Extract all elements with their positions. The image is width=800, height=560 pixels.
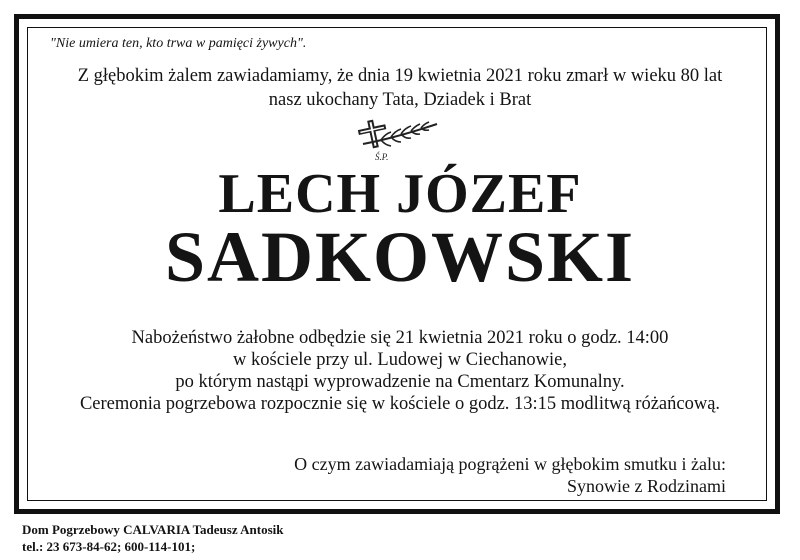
funeral-home-phone: tel.: 23 673-84-62; 600-114-101;	[22, 539, 196, 554]
sp-label: Ś.P.	[375, 152, 389, 162]
ceremony-line-3: po którym nastąpi wyprowadzenie na Cmentarz Komunalny.	[175, 372, 625, 392]
closing-line-1: O czym zawiadamiają pogrążeni w głębokim smutku i żalu:	[294, 454, 726, 474]
announcement-line-2: nasz ukochany Tata, Dziadek i Brat	[268, 90, 532, 110]
closing-signature: Synowie z Rodzinami	[567, 476, 726, 496]
ceremony-line-4: Ceremonia pogrzebowa rozpocznie się w kościele o godz. 13:15 modlitwą różańcową.	[79, 394, 721, 414]
ceremony-line-1: Nabożeństwo żałobne odbędzie się 21 kwietnia 2021 roku o godz. 14:00	[131, 328, 669, 348]
deceased-surname: SADKOWSKI	[164, 217, 636, 297]
cross-palm-icon	[345, 116, 445, 162]
deceased-first-names: LECH JÓZEF	[218, 163, 582, 225]
funeral-home-name: Dom Pogrzebowy CALVARIA Tadeusz Antosik	[22, 522, 284, 537]
announcement-line-1: Z głębokim żalem zawiadamiamy, że dnia 19 kwietnia 2021 roku zmarł w wieku 80 lat	[77, 66, 723, 86]
ceremony-line-2: w kościele przy ul. Ludowej w Ciechanowie,	[233, 350, 567, 370]
motto-quote: "Nie umiera ten, kto trwa w pamięci żywych".	[50, 36, 307, 51]
